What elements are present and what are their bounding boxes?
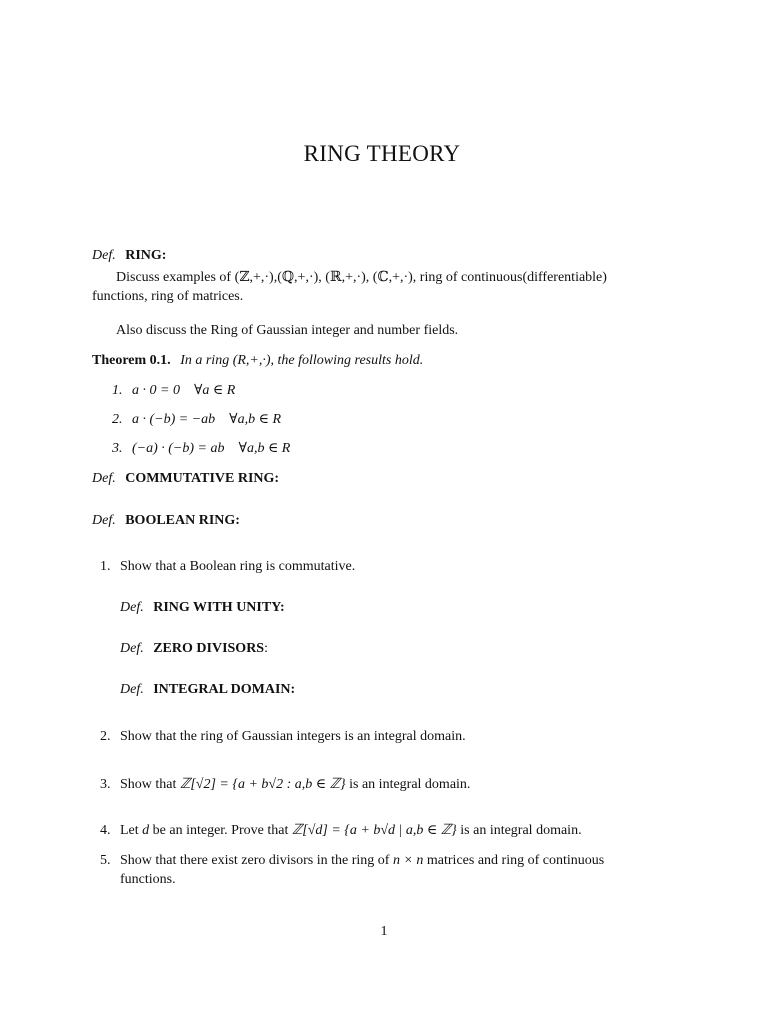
def-boolean bbox=[92, 512, 240, 530]
theorem-item-text: a · 0 = 0 ∀a ∈ R bbox=[132, 383, 236, 398]
exercise-text: Show that there exist zero divisors in the ring of bbox=[120, 853, 393, 868]
exercise-3 bbox=[100, 776, 470, 794]
exercise-1 bbox=[100, 558, 355, 576]
def-unity bbox=[120, 599, 285, 617]
page-number: 1 bbox=[380, 924, 388, 939]
exercise-num: 3. bbox=[100, 777, 111, 792]
def-prefix: Def. bbox=[92, 471, 116, 486]
gaussian-note: Also discuss the Ring of Gaussian integer and number fields. bbox=[116, 323, 459, 338]
def-prefix: Def. bbox=[92, 248, 116, 263]
exercise-text: Show that bbox=[120, 777, 180, 792]
theorem-item-num: 1. bbox=[112, 383, 123, 398]
def-zero-divisors-term: ZERO DIVISORS bbox=[153, 641, 265, 656]
def-commutative bbox=[92, 470, 279, 488]
def-prefix: Def. bbox=[120, 641, 144, 656]
exercise-5 bbox=[100, 852, 604, 870]
def-integral bbox=[120, 681, 295, 699]
theorem-label: Theorem 0.1. bbox=[92, 353, 171, 368]
def-prefix: Def. bbox=[120, 682, 144, 697]
theorem-item-num: 3. bbox=[112, 441, 123, 456]
def-commutative-term: COMMUTATIVE RING: bbox=[125, 471, 280, 486]
theorem-item bbox=[112, 440, 290, 458]
ring-examples-line2: functions, ring of matrices. bbox=[92, 289, 244, 304]
def-zero-divisors-colon: : bbox=[264, 641, 268, 656]
exercise-text: be an integer. Prove that bbox=[149, 823, 292, 838]
theorem-item-text: (−a) · (−b) = ab ∀a,b ∈ R bbox=[132, 441, 291, 456]
def-unity-term: RING WITH UNITY: bbox=[153, 600, 285, 615]
exercise-math: ℤ[√d] = {a + b√d | a,b ∈ ℤ} bbox=[291, 823, 457, 838]
exercise-num: 5. bbox=[100, 853, 111, 868]
exercise-text: is an integral domain. bbox=[345, 777, 471, 792]
exercise-5-line2: functions. bbox=[120, 872, 176, 887]
exercise-math: n × n bbox=[392, 853, 424, 868]
exercise-text: Show that a Boolean ring is commutative. bbox=[120, 559, 356, 574]
page-title: RING THEORY bbox=[303, 141, 461, 166]
exercise-math: ℤ[√2] = {a + b√2 : a,b ∈ ℤ} bbox=[179, 777, 346, 792]
theorem-item-text: a · (−b) = −ab ∀a,b ∈ R bbox=[132, 412, 282, 427]
theorem-item bbox=[112, 382, 235, 400]
def-ring-term: RING: bbox=[125, 248, 167, 263]
exercise-text: is an integral domain. bbox=[456, 823, 582, 838]
exercise-text: Let bbox=[120, 823, 143, 838]
theorem-item bbox=[112, 411, 281, 429]
exercise-text: matrices and ring of continuous bbox=[423, 853, 605, 868]
exercise-num: 2. bbox=[100, 729, 111, 744]
def-prefix: Def. bbox=[120, 600, 144, 615]
theorem-item-num: 2. bbox=[112, 412, 123, 427]
exercise-num: 1. bbox=[100, 559, 111, 574]
ring-examples-line1: Discuss examples of (ℤ,+,·),(ℚ,+,·), (ℝ,+,·), (ℂ,+,·), ring of continuous(differentiable) bbox=[116, 270, 607, 285]
theorem-statement: In a ring (R,+,·), the following results hold. bbox=[180, 353, 424, 368]
exercise-4 bbox=[100, 822, 582, 840]
def-integral-term: INTEGRAL DOMAIN: bbox=[153, 682, 296, 697]
exercise-text: Show that the ring of Gaussian integers is an integral domain. bbox=[120, 729, 466, 744]
theorem bbox=[92, 352, 423, 370]
def-boolean-term: BOOLEAN RING: bbox=[125, 513, 240, 528]
exercise-num: 4. bbox=[100, 823, 111, 838]
exercise-var: d bbox=[142, 823, 150, 838]
def-zero-divisors bbox=[120, 640, 268, 658]
exercise-2 bbox=[100, 728, 466, 746]
def-prefix: Def. bbox=[92, 513, 116, 528]
def-ring bbox=[92, 247, 166, 265]
